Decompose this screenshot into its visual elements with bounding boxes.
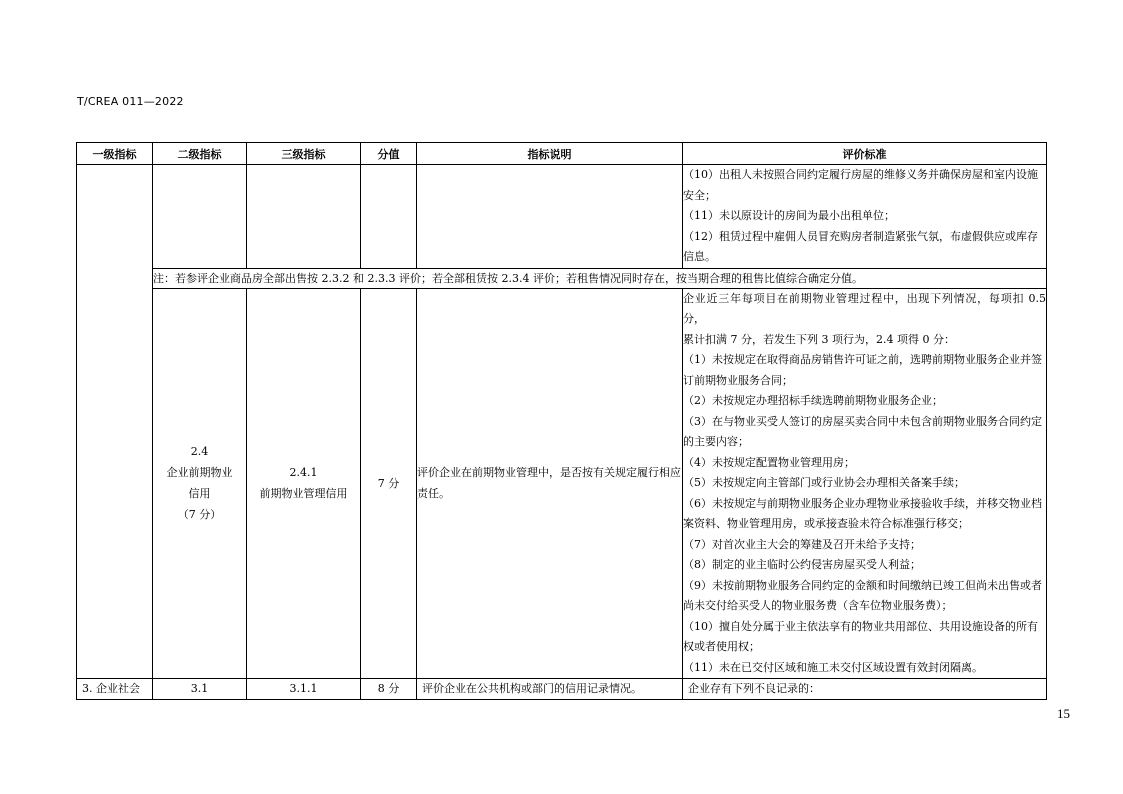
criteria-line: （12）租赁过程中雇佣人员冒充购房者制造紧张气氛，布虚假供应或库存 [683,229,1038,243]
criteria-line: （4）未按规定配置物业管理用房； [683,455,855,469]
criteria-line: 企业近三年每项目在前期物业管理过程中，出现下列情况，每项扣 0.5 分， [683,291,1046,325]
table-row-3-1 [77,679,1047,700]
criteria-line: 案资料、物业管理用房，或承接查验未符合标准强行移交； [683,517,969,530]
criteria-line: （2）未按规定办理招标手续选聘前期物业服务企业； [683,394,943,407]
note-text: 注：若参评企业商品房全部出售按 2.3.2 和 2.3.3 评价；若全部租赁按 2.3.4 评价；若租售情况同时存在，按当期合理的租售比值综合确定分值。 [153,268,1047,288]
header-score: 分值 [361,143,417,165]
table-row [77,165,1047,269]
criteria-line: （7）对首次业主大会的筹建及召开未给予支持； [683,537,921,551]
criteria-line: 权或者使用权； [683,640,760,653]
level2-code: 2.4 [190,445,209,459]
level2-name-cont: 信用 [188,487,211,501]
table-row-2-4 [77,288,1047,679]
description-cell [417,165,683,269]
criteria-cell [683,288,1047,679]
level3-code: 3.1.1 [247,679,361,700]
criteria-line: 的主要内容； [683,435,749,448]
criteria-line: （8）制定的业主临时公约侵害房屋买受人利益； [683,558,921,571]
page-number: 15 [1057,706,1070,721]
level1-cell: 3. 企业社会 [77,679,153,700]
criteria-line: （9）未按前期物业服务合同约定的金额和时间缴纳已竣工但尚未出售或者 [683,578,1042,592]
criteria-line: 累计扣满 7 分，若发生下列 3 项行为，2.4 项得 0 分： [683,332,955,346]
criteria-line: 尚未交付给买受人的物业服务费（含车位物业服务费）； [683,599,953,612]
level1-cell-empty [77,165,153,679]
criteria-line: （10）出租人未按照合同约定履行房屋的维修义务并确保房屋和室内设施 [683,168,1038,181]
criteria-line: 信息。 [683,250,716,263]
evaluation-table [76,142,1047,700]
criteria-cell: 企业存有下列不良记录的： [683,679,1047,700]
level3-code: 2.4.1 [289,466,318,480]
header-level3: 三级指标 [247,143,361,165]
criteria-line: （11）未在已交付区域和施工未交付区域设置有效封闭隔离。 [683,660,983,674]
header-level1: 一级指标 [77,143,153,165]
criteria-line: （10）擅自处分属于业主依法享有的物业共用部位、共用设施设备的所有 [683,619,1038,633]
level3-cell [247,165,361,269]
level2-code: 3.1 [153,679,247,700]
level2-score: （7 分） [177,508,222,522]
score-cell: 7 分 [361,288,417,679]
header-criteria: 评价标准 [683,143,1047,165]
description-cell: 评价企业在公共机构或部门的信用记录情况。 [417,679,683,700]
level3-cell [247,288,361,679]
level2-name: 企业前期物业 [166,466,233,480]
header-level2: 二级指标 [153,143,247,165]
criteria-cell [683,165,1047,269]
description-cell: 评价企业在前期物业管理中，是否按有关规定履行相应责任。 [417,288,683,679]
criteria-line: 安全； [683,188,716,202]
table-header-row [77,143,1047,165]
document-id: T/CREA 011—2022 [77,95,184,108]
criteria-line: （5）未按规定向主管部门或行业协会办理相关备案手续； [683,476,965,489]
level2-cell [153,288,247,679]
criteria-line: （3）在与物业买受人签订的房屋买卖合同中未包含前期物业服务合同约定 [683,414,1042,428]
level3-name: 前期物业管理信用 [259,487,348,501]
criteria-line: （11）未以原设计的房间为最小出租单位； [683,209,895,222]
score-cell: 8 分 [361,679,417,700]
criteria-line: 订前期物业服务合同； [683,373,793,387]
header-description: 指标说明 [417,143,683,165]
note-row [77,268,1047,288]
criteria-line: （1）未按规定在取得商品房销售许可证之前，选聘前期物业服务企业并签 [683,353,1042,366]
level2-cell [153,165,247,269]
score-cell [361,165,417,269]
criteria-line: （6）未按规定与前期物业服务企业办理物业承接验收手续，并移交物业档 [683,496,1042,510]
